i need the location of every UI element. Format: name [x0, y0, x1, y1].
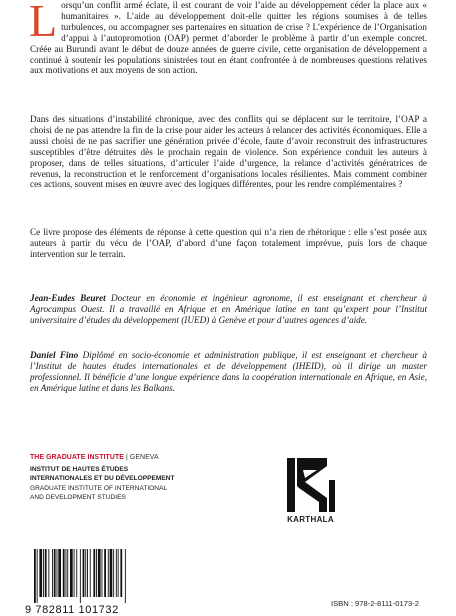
- barcode-bar: [74, 549, 75, 597]
- author-name: Daniel Fino: [30, 350, 79, 360]
- summary-paragraph-3: Ce livre propose des éléments de réponse à cette question qui n’a rien de rhétorique : elle s’est posée aux auteurs à partir du vécu de l’OAP, d’abord d’une façon totalement imprévue, puis lors de chaque intervention sur le terrain.: [30, 227, 427, 259]
- summary-paragraph-2: Dans des situations d’instabilité chronique, avec des conflits qui se déplacent sur le territoire, l’OAP a choisi de ne pas attendre la fin de la crise pour aider les acteurs à relancer des activités économiques. Elle a aussi choisi de ne pas sacrifier une génération privée d’école, faute d’avoir reconstruit des infrastructures susceptibles d’être détruites dès le prochain regain de violence. Son expérience conduit les auteurs à proposer, dans de telles situations, d’articuler l’aide d’urgence, la relance d’activités génératrices de revenus, la reconstruction et le renforcement d’organisations locales résilientes. Mais comment combiner ces actions, souvent mises en œuvre avec des logiques différentes, pour les rendre complémentaires ?: [30, 114, 427, 190]
- summary-paragraph-1-text: orsqu’un conflit armé éclate, il est courant de voir l’aide au développement céder la place aux « humanitaires ». L’aide au développement doit-elle quitter les régions soumises à de telles turbulences, ou accompagner ses partenaires en situation de crise ? L’expérience de l’Organisation d’appui à l’autopromotion (OAP) permet d’aborder le problème à partir d’un exemple concret. Créée au Burundi avant le début de douze années de guerre civile, cette organisation de développement a continué à soutenir les populations sinistrées tout en étant confrontée à de nombreuses questions relatives aux motivations et aux moyens de son action.: [30, 0, 427, 76]
- institute-separator: |: [125, 454, 128, 461]
- ean-barcode: [30, 549, 150, 607]
- barcode-bar: [37, 549, 38, 603]
- barcode-bar: [80, 549, 81, 603]
- graduate-institute-logo: [30, 454, 175, 502]
- barcode-bar: [45, 549, 47, 597]
- institute-city: GENEVA: [129, 454, 159, 461]
- institute-french-name: INSTITUT DE HAUTES ÉTUDES INTERNATIONALES ET DU DÉVELOPPEMENT: [30, 466, 175, 482]
- barcode-bar: [34, 549, 36, 603]
- barcode-bar: [110, 549, 113, 597]
- barcode-bar: [83, 549, 85, 597]
- barcode-bar: [113, 549, 114, 597]
- barcode-bar: [125, 549, 126, 603]
- barcode-bar: [58, 549, 61, 597]
- barcode-bar: [93, 549, 95, 597]
- barcode-bar: [87, 549, 88, 597]
- drop-cap-letter: L: [29, 0, 58, 46]
- author-description: Diplômé en socio-économie et administration publique, il est enseignant et chercheur à l’Institut de hautes études internationales et de développement (IHEID), où il dirige un master professionnel. Il bénéficie d’une longue expérience dans la coopération internationale en Afrique, en Asie, en Amérique latine et dans les Balkans.: [30, 350, 428, 393]
- barcode-bar: [70, 549, 73, 597]
- author-name: Jean-Eudes Beuret: [30, 293, 106, 303]
- institute-name: THE GRADUATE INSTITUTE: [30, 454, 124, 461]
- barcode-bar: [57, 549, 58, 597]
- institute-title-line: [30, 454, 175, 461]
- barcode-bar: [63, 549, 65, 597]
- author-description: Docteur en économie et ingénieur agronome, il est enseignant et chercheur à Agrocampus Ouest. Il a travaillé en Afrique et en Amérique latine en tant qu’expert pour l’Institut universitaire d’études du développement (IUED) à Genève et pour d’autres agences d’aide.: [30, 293, 428, 325]
- barcode-bar: [48, 549, 49, 597]
- barcode-bar: [118, 549, 119, 597]
- summary-paragraph-1: [30, 0, 427, 76]
- barcode-bar: [66, 549, 67, 597]
- barcode-bar: [85, 549, 86, 597]
- barcode-bar: [39, 549, 42, 597]
- barcode-bar: [104, 549, 106, 597]
- barcode-bar: [76, 549, 77, 597]
- institute-english-name: GRADUATE INSTITUTE OF INTERNATIONAL AND DEVELOPMENT STUDIES: [30, 485, 168, 501]
- barcode-bar: [54, 549, 56, 597]
- barcode-bar: [98, 549, 101, 597]
- barcode-bar: [43, 549, 44, 597]
- barcode-number: 9 782811 101732: [25, 604, 119, 616]
- isbn-label: ISBN : 978-2-8111-0173-2: [331, 599, 419, 608]
- barcode-bar: [116, 549, 117, 597]
- barcode-bar: [120, 549, 122, 597]
- karthala-logo-icon: [283, 456, 338, 514]
- author-bio-beuret: [30, 293, 427, 326]
- barcode-bar: [96, 549, 97, 597]
- barcode-bar: [52, 549, 53, 597]
- publisher-name: KARTHALA: [287, 515, 334, 524]
- author-bio-fino: [30, 350, 427, 394]
- barcode-bar: [67, 549, 68, 597]
- barcode-bar: [108, 549, 109, 597]
- barcode-bar: [102, 549, 103, 597]
- barcode-bar: [90, 549, 91, 597]
